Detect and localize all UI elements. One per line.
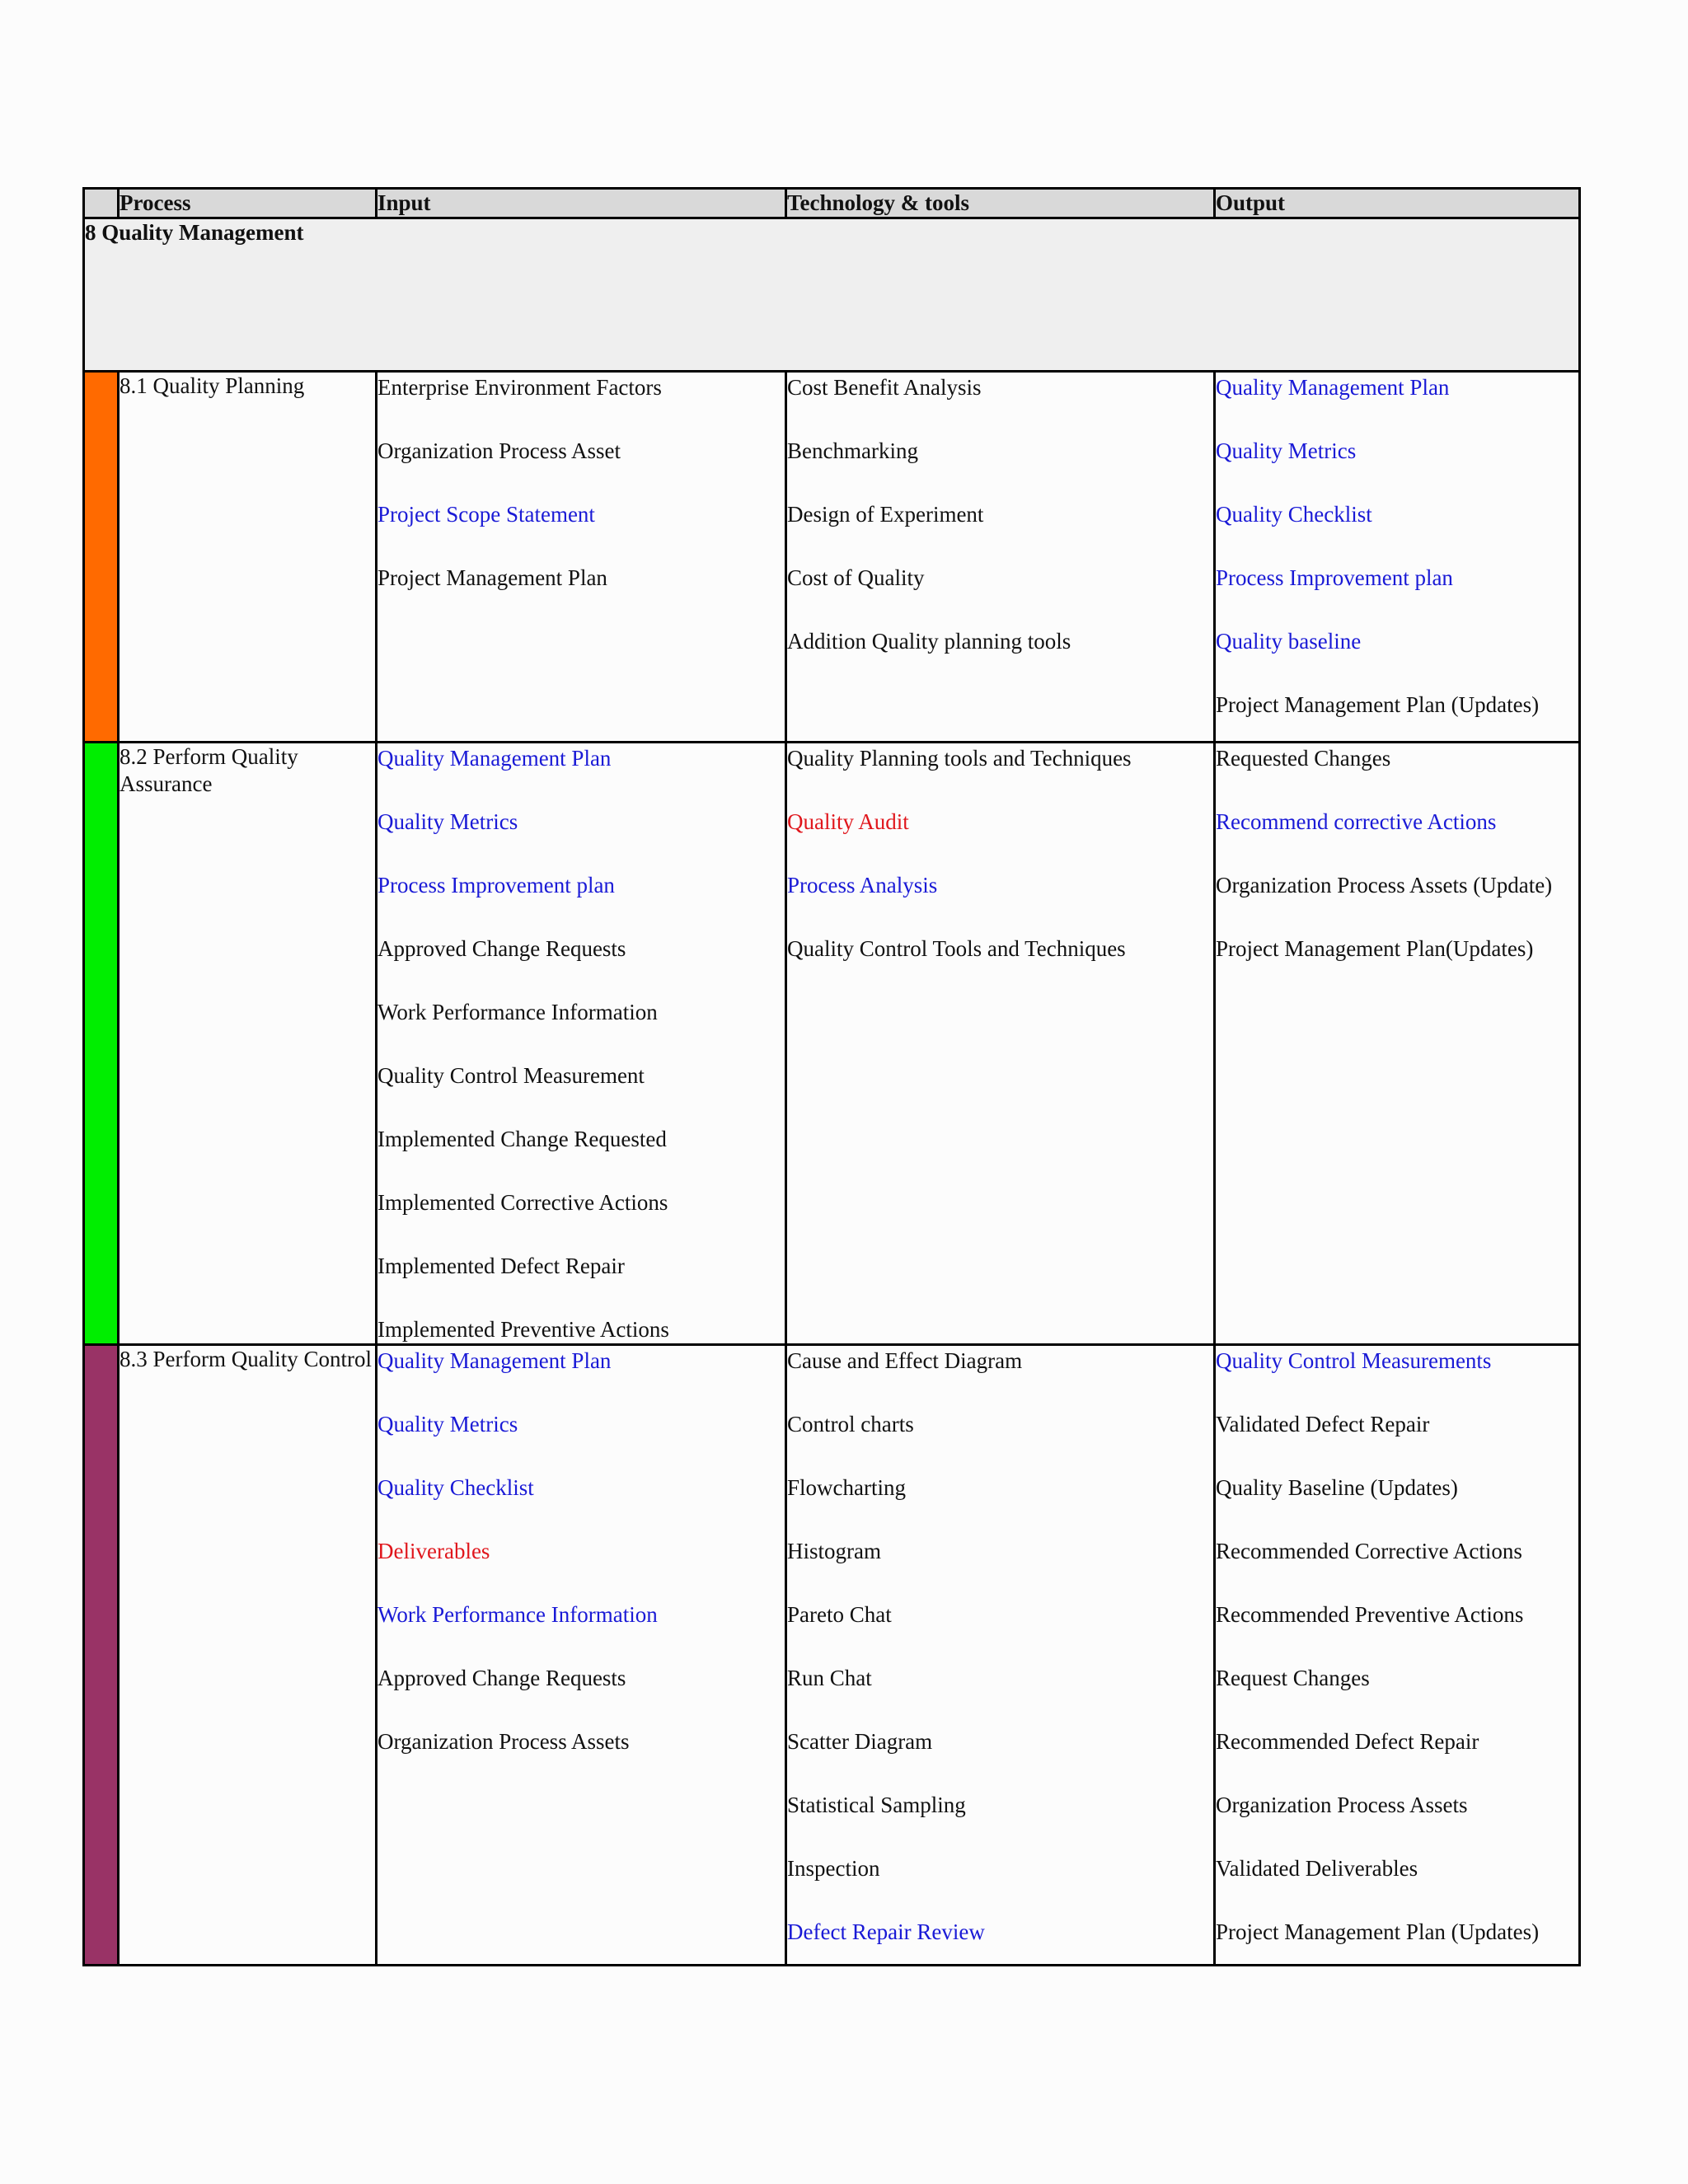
header-input: Input: [377, 189, 786, 218]
output-item: Project Management Plan (Updates): [1216, 1919, 1540, 1944]
process-color-bar: [84, 1345, 119, 1966]
output-item: Quality Metrics: [1216, 438, 1357, 463]
input-item: Quality Control Measurement: [377, 1063, 645, 1088]
outputs-cell: [1215, 743, 1580, 1345]
output-item: Request Changes: [1216, 1666, 1370, 1690]
output-item: Requested Changes: [1216, 746, 1391, 771]
process-row-quality-control: [84, 1345, 1580, 1966]
tool-item: Cost Benefit Analysis: [787, 375, 982, 400]
input-item: Work Performance Information: [377, 1000, 658, 1024]
tool-item: Design of Experiment: [787, 502, 984, 527]
process-name: 8.3 Perform Quality Control: [119, 1345, 377, 1966]
tool-item: Cause and Effect Diagram: [787, 1348, 1023, 1373]
output-item: Project Management Plan(Updates): [1216, 936, 1534, 961]
output-item: Quality Baseline (Updates): [1216, 1475, 1458, 1500]
tool-item: Pareto Chat: [787, 1602, 892, 1627]
tool-item: Quality Control Tools and Techniques: [787, 936, 1126, 961]
outputs-cell: [1215, 1345, 1580, 1966]
tool-item: Inspection: [787, 1856, 880, 1881]
tool-item: Run Chat: [787, 1666, 872, 1690]
input-item: Quality Metrics: [377, 809, 518, 834]
input-item: Organization Process Asset: [377, 438, 621, 463]
process-row-quality-planning: [84, 372, 1580, 743]
output-item: Organization Process Assets: [1216, 1793, 1468, 1817]
tool-item: Statistical Sampling: [787, 1793, 966, 1817]
output-item: Validated Deliverables: [1216, 1856, 1418, 1881]
output-item: Organization Process Assets (Update): [1216, 873, 1553, 898]
input-item: Quality Management Plan: [377, 1348, 612, 1373]
tool-item: Addition Quality planning tools: [787, 629, 1071, 654]
process-name: 8.1 Quality Planning: [119, 372, 377, 743]
output-item: Quality baseline: [1216, 629, 1362, 654]
tool-item: Scatter Diagram: [787, 1729, 933, 1754]
header-process: Process: [119, 189, 377, 218]
input-item: Approved Change Requests: [377, 936, 626, 961]
tool-item: Cost of Quality: [787, 565, 925, 590]
tool-item: Quality Audit: [787, 809, 909, 834]
tool-item: Quality Planning tools and Techniques: [787, 746, 1132, 771]
tool-item: Flowcharting: [787, 1475, 906, 1500]
input-item: Implemented Defect Repair: [377, 1254, 625, 1278]
header-corner-cell: [84, 189, 119, 218]
header-row: [84, 189, 1580, 218]
input-item: Work Performance Information: [377, 1602, 658, 1627]
header-tools: Technology & tools: [786, 189, 1215, 218]
input-item: Quality Management Plan: [377, 746, 612, 771]
inputs-cell: [377, 743, 786, 1345]
quality-management-table: [82, 187, 1581, 1966]
output-item: Validated Defect Repair: [1216, 1412, 1430, 1436]
section-title: 8 Quality Management: [84, 218, 1580, 372]
inputs-cell: [377, 372, 786, 743]
tool-item: Benchmarking: [787, 438, 918, 463]
input-item: Quality Metrics: [377, 1412, 518, 1436]
process-row-quality-assurance: [84, 743, 1580, 1345]
tool-item: Defect Repair Review: [787, 1919, 985, 1944]
output-item: Recommended Defect Repair: [1216, 1729, 1479, 1754]
tool-item: Process Analysis: [787, 873, 938, 898]
tool-item: Control charts: [787, 1412, 914, 1436]
output-item: Project Management Plan (Updates): [1216, 692, 1540, 717]
input-item: Organization Process Assets: [377, 1729, 630, 1754]
outputs-cell: [1215, 372, 1580, 743]
output-item: Quality Management Plan: [1216, 375, 1450, 400]
tools-cell: [786, 372, 1215, 743]
section-row: [84, 218, 1580, 372]
input-item: Quality Checklist: [377, 1475, 534, 1500]
output-item: Process Improvement plan: [1216, 565, 1453, 590]
header-output: Output: [1215, 189, 1580, 218]
output-item: Recommend corrective Actions: [1216, 809, 1497, 834]
input-item: Project Scope Statement: [377, 502, 595, 527]
output-item: Quality Checklist: [1216, 502, 1372, 527]
input-item: Approved Change Requests: [377, 1666, 626, 1690]
input-item: Process Improvement plan: [377, 873, 615, 898]
tools-cell: [786, 743, 1215, 1345]
input-item: Enterprise Environment Factors: [377, 375, 662, 400]
process-color-bar: [84, 372, 119, 743]
output-item: Recommended Preventive Actions: [1216, 1602, 1524, 1627]
tools-cell: [786, 1345, 1215, 1966]
output-item: Quality Control Measurements: [1216, 1348, 1492, 1373]
input-item: Implemented Change Requested: [377, 1127, 667, 1151]
inputs-cell: [377, 1345, 786, 1966]
output-item: Recommended Corrective Actions: [1216, 1539, 1522, 1563]
process-color-bar: [84, 743, 119, 1345]
input-item: Project Management Plan: [377, 565, 607, 590]
input-item: Deliverables: [377, 1539, 490, 1563]
process-name: 8.2 Perform Quality Assurance: [119, 743, 377, 1345]
tool-item: Histogram: [787, 1539, 881, 1563]
input-item: Implemented Corrective Actions: [377, 1190, 668, 1215]
input-item: Implemented Preventive Actions: [377, 1317, 669, 1342]
